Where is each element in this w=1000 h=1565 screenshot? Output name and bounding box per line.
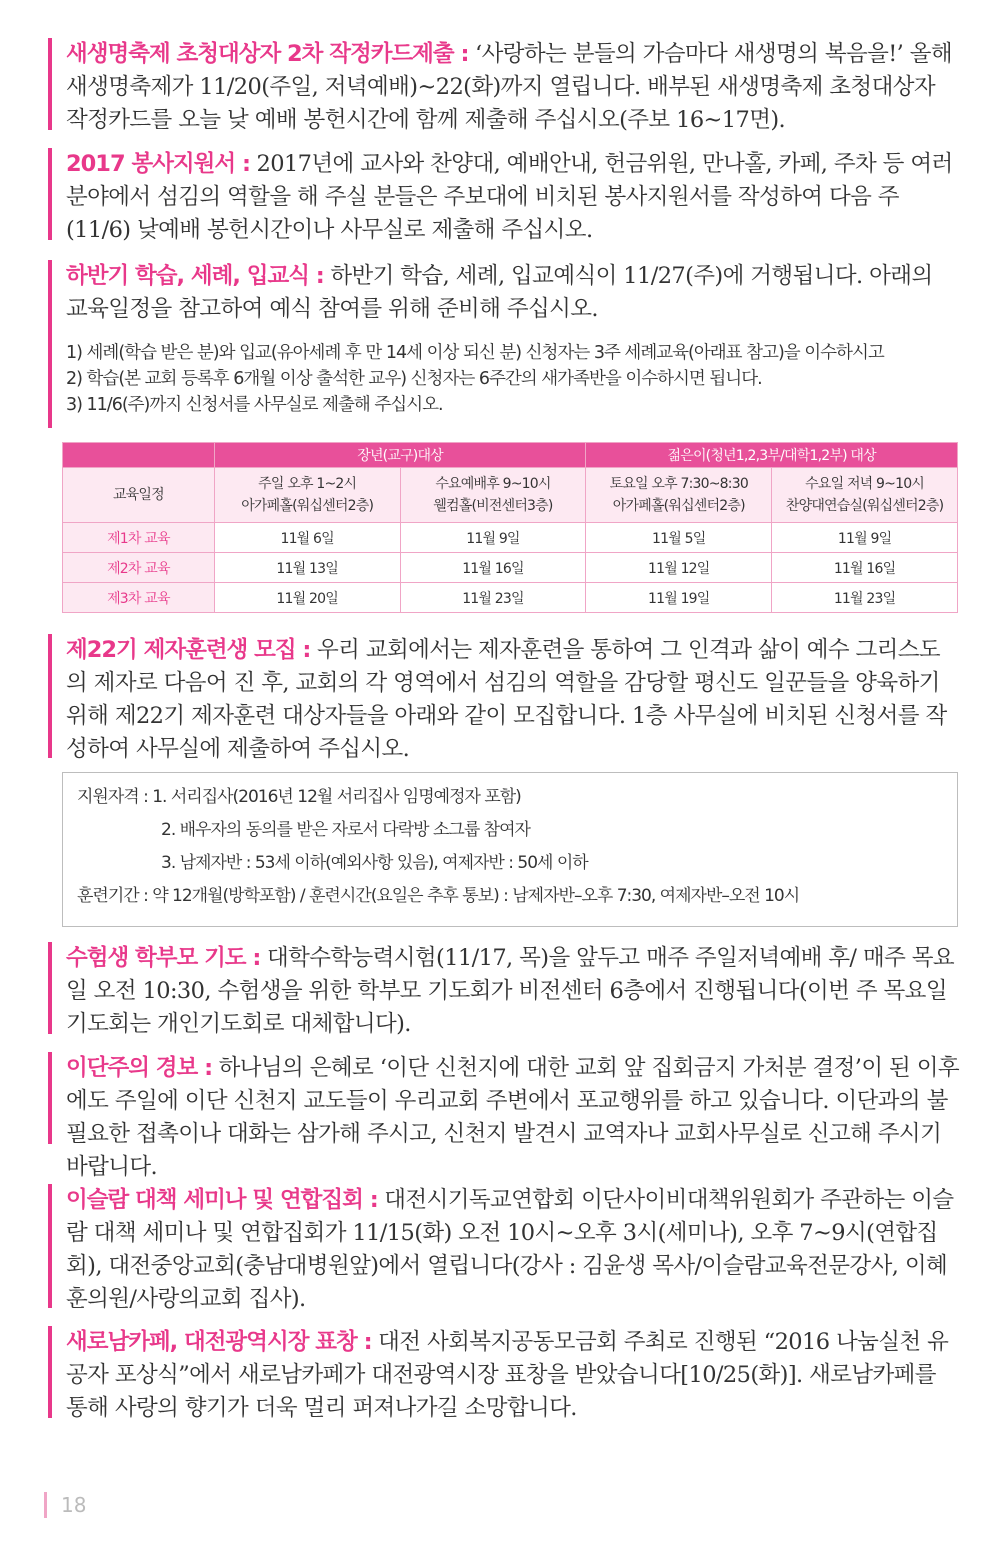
row-label: 제1차 교육 (63, 523, 215, 553)
row-label: 제2차 교육 (63, 553, 215, 583)
table-cell: 11월 5일 (586, 523, 772, 553)
education-schedule-table (62, 442, 958, 613)
notice-title: 하반기 학습, 세례, 입교식 : (66, 263, 324, 289)
column-place: 찬양대연습실(워십센터2층) (785, 498, 944, 514)
notice-title: 2017 봉사지원서 : (66, 151, 250, 177)
baptism-note: 1) 세례(학습 받은 분)와 입교(유아세례 후 만 14세 이상 되신 분) 신청자는 3주 세례교육(아래표 참고)을 이수하시고 (66, 343, 884, 363)
table-cell: 11월 13일 (214, 553, 400, 583)
baptism-note: 3) 11/6(주)까지 신청서를 사무실로 제출해 주십시오. (66, 395, 443, 415)
column-header (400, 468, 586, 523)
table-cell: 11월 23일 (400, 583, 586, 613)
baptism-notes (66, 340, 960, 418)
column-time: 수요일 저녁 9~10시 (805, 476, 925, 492)
column-time: 주일 오후 1~2시 (258, 476, 357, 492)
notice-title: 이단주의 경보 : (66, 1055, 213, 1081)
notice-body: 하나님의 은혜로 ‘이단 신천지에 대한 교회 앞 집회금지 가처분 결정’이 된 이후에도 주일에 이단 신천지 교도들이 우리교회 주변에서 포교행위를 하고 있습니다. 이단과의 불필요한 접촉이나 대화는 삼가해 주시고, 신천지 발견시 교역자나 교회사무실로 신고해 주시기 바랍니다. (66, 1055, 960, 1180)
notice-exam-prayer (48, 942, 960, 1037)
column-place: 웰컴홀(비전센터3층) (433, 498, 553, 514)
column-header (214, 468, 400, 523)
table-cell: 11월 19일 (586, 583, 772, 613)
table-cell: 11월 12일 (586, 553, 772, 583)
table-cell: 11월 20일 (214, 583, 400, 613)
notice-body: 우리 교회에서는 제자훈련을 통하여 그 인격과 삶이 예수 그리스도의 제자로 다음어 진 후, 교회의 각 영역에서 섬김의 역할을 감당할 평신도 일꾼들을 양육하기 위해 제22기 제자훈련 대상자들을 아래와 같이 모집합니다. 1층 사무실에 비치된 신청서를 작성하여 사무실에 제출하여 주십시오. (66, 637, 947, 762)
notice-body: 대학수학능력시험(11/17, 목)을 앞두고 매주 주일저녁예배 후/ 매주 목요일 오전 10:30, 수험생을 위한 학부모 기도회가 비전센터 6층에서 진행됩니다(이번 주 목요일 기도회는 개인기도회로 대체합니다). (66, 945, 955, 1037)
notice-title: 이슬람 대책 세미나 및 연합집회 : (66, 1187, 378, 1213)
notice-islam-seminar (48, 1184, 960, 1312)
page-number: 18 (44, 1492, 86, 1518)
table-row (63, 583, 958, 613)
notice-body: 하반기 학습, 세례, 입교예식이 11/27(주)에 거행됩니다. 아래의 교육일정을 참고하여 예식 참여를 위해 준비해 주십시오. (66, 263, 933, 322)
notice-title: 새로남카페, 대전광역시장 표창 : (66, 1329, 372, 1355)
table-row (63, 523, 958, 553)
row-label: 제3차 교육 (63, 583, 215, 613)
notice-title: 제22기 제자훈련생 모집 : (66, 637, 311, 663)
notice-heresy-alert (48, 1052, 960, 1180)
notice-baptism (48, 260, 960, 428)
column-time: 수요예배후 9~10시 (435, 476, 551, 492)
requirement-line: 지원자격 : 1. 서리집사(2016년 12월 서리집사 임명예정자 포함) (77, 787, 521, 807)
row-header-label: 교육일정 (63, 468, 215, 523)
notice-title: 새생명축제 초청대상자 2차 작정카드제출 : (66, 41, 469, 67)
disciple-requirements-box (62, 772, 958, 927)
column-place: 아가페홀(워십센터2층) (241, 498, 374, 514)
table-cell: 11월 9일 (400, 523, 586, 553)
notice-disciple-training (48, 634, 960, 762)
column-header (586, 468, 772, 523)
notice-body: 대전시기독교연합회 이단사이비대책위원회가 주관하는 이슬람 대책 세미나 및 연합집회가 11/15(화) 오전 10시~오후 3시(세미나), 오후 7~9시(연합집회), 대전중앙교회(충남대병원앞)에서 열립니다(강사 : 김윤생 목사/이슬람교육전문강사, 이혜훈의원/사랑의교회 집사). (66, 1187, 954, 1312)
baptism-note: 2) 학습(본 교회 등록후 6개월 이상 출석한 교우) 신청자는 6주간의 새가족반을 이수하시면 됩니다. (66, 369, 762, 389)
table-cell: 11월 9일 (772, 523, 958, 553)
column-header (772, 468, 958, 523)
notice-volunteer-form (48, 148, 960, 243)
table-corner (63, 443, 215, 468)
notice-title: 수험생 학부모 기도 : (66, 945, 261, 971)
table-cell: 11월 16일 (400, 553, 586, 583)
group-header-adults: 장년(교구)대상 (214, 443, 586, 468)
table-cell: 11월 6일 (214, 523, 400, 553)
requirement-line: 2. 배우자의 동의를 받은 자로서 다락방 소그룹 참여자 (161, 820, 530, 840)
requirement-line: 훈련기간 : 약 12개월(방학포함) / 훈련시간(요일은 추후 통보) : 남제자반–오후 7:30, 여제자반–오전 10시 (77, 886, 800, 906)
notice-body: 대전 사회복지공동모금회 주최로 진행된 “2016 나눔실천 유공자 포상식”에서 새로남카페가 대전광역시장 표창을 받았습니다[10/25(화)]. 새로남카페를 통해 사랑의 향기가 더욱 멀리 퍼져나가길 소망합니다. (66, 1329, 949, 1421)
column-time: 토요일 오후 7:30~8:30 (609, 476, 748, 492)
table-cell: 11월 23일 (772, 583, 958, 613)
table-cell: 11월 16일 (772, 553, 958, 583)
notice-newlife-festival (48, 38, 960, 133)
column-place: 아가페홀(워십센터2층) (612, 498, 745, 514)
notice-cafe-award (48, 1326, 960, 1421)
requirement-line: 3. 남제자반 : 53세 이하(예외사항 있음), 여제자반 : 50세 이하 (161, 853, 588, 873)
table-row (63, 553, 958, 583)
notice-body: 2017년에 교사와 찬양대, 예배안내, 헌금위원, 만나홀, 카페, 주차 등 여러 분야에서 섬김의 역할을 해 주실 분들은 주보대에 비치된 봉사지원서를 작성하여 다음 주(11/6) 낮예배 봉헌시간이나 사무실로 제출해 주십시오. (66, 151, 953, 243)
group-header-youth: 젊은이(청년1,2,3부/대학1,2부) 대상 (586, 443, 958, 468)
notice-body: ‘사랑하는 분들의 가슴마다 새생명의 복음을!’ 올해 새생명축제가 11/20(주일, 저녁예배)~22(화)까지 열립니다. 배부된 새생명축제 초청대상자 작정카드를 오늘 낮 예배 봉헌시간에 함께 제출해 주십시오(주보 16~17면). (66, 41, 953, 133)
